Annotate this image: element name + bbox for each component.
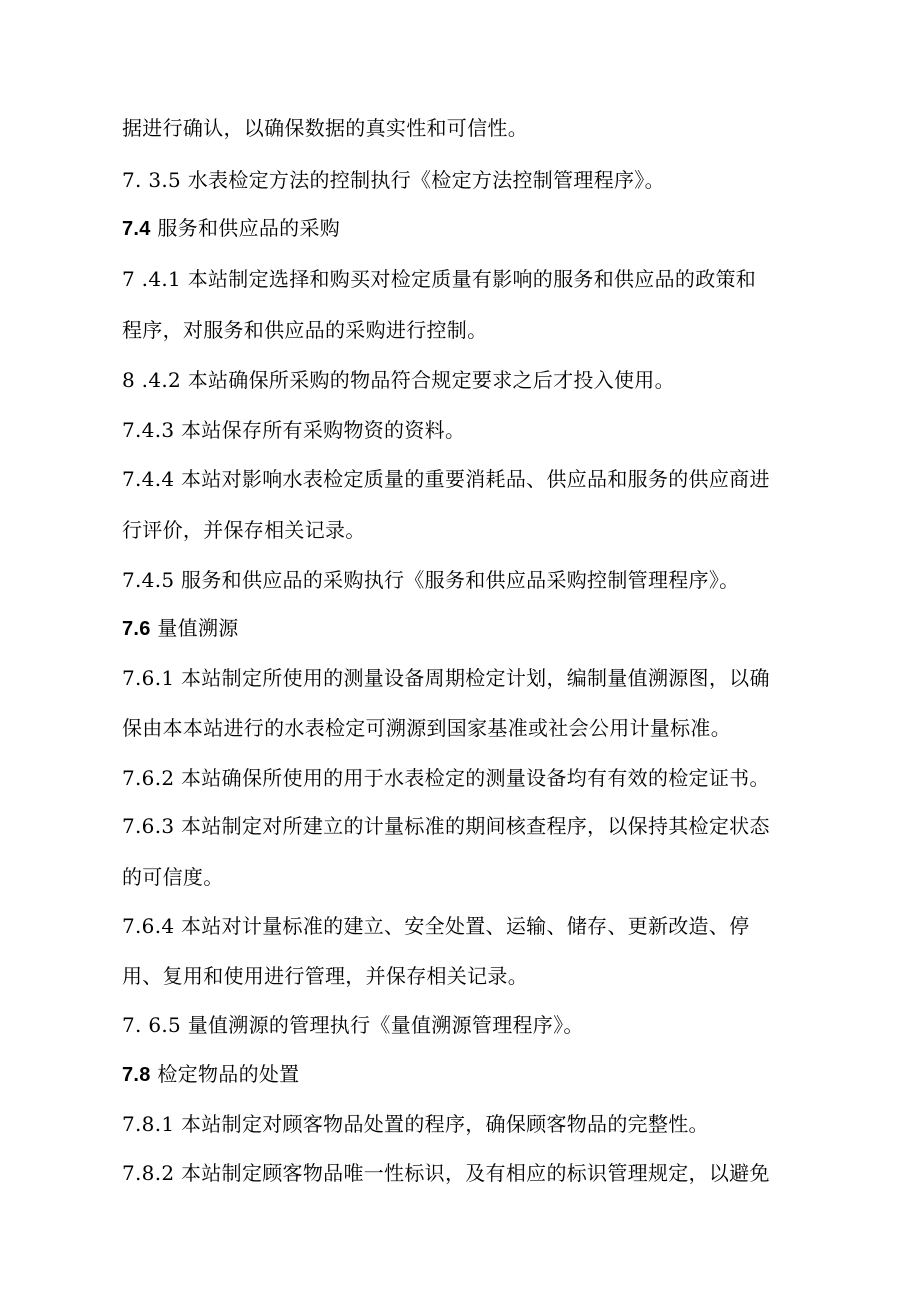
section-title: 量值溯源 bbox=[157, 616, 239, 640]
paragraph-line: 7. 6.5 量值溯源的管理执行《量值溯源管理程序》。 bbox=[122, 1013, 584, 1037]
paragraph-line: 7.6.1 本站制定所使用的测量设备周期检定计划，编制量值溯源图，以确 bbox=[122, 666, 770, 690]
paragraph-line: 7.4.5 服务和供应品的采购执行《服务和供应品采购控制管理程序》。 bbox=[122, 568, 740, 592]
section-number: 7.4 bbox=[122, 218, 151, 240]
section-number: 7.6 bbox=[122, 618, 151, 640]
paragraph-line: 据进行确认，以确保数据的真实性和可信性。 bbox=[122, 116, 528, 140]
section-heading-7-4 bbox=[122, 214, 340, 243]
paragraph-line: 用、复用和使用进行管理，并保存相关记录。 bbox=[122, 964, 528, 988]
paragraph-line: 7.6.3 本站制定对所建立的计量标准的期间核查程序，以保持其检定状态 bbox=[122, 814, 770, 838]
paragraph-line: 行评价，并保存相关记录。 bbox=[122, 518, 366, 542]
section-heading-7-6 bbox=[122, 614, 239, 643]
paragraph-line: 7.6.2 本站确保所使用的用于水表检定的测量设备均有有效的检定证书。 bbox=[122, 766, 770, 790]
paragraph-line: 8 .4.2 本站确保所采购的物品符合规定要求之后才投入使用。 bbox=[122, 368, 675, 392]
paragraph-line: 7.4.3 本站保存所有采购物资的资料。 bbox=[122, 418, 466, 442]
paragraph-line: 7.4.4 本站对影响水表检定质量的重要消耗品、供应品和服务的供应商进 bbox=[122, 467, 770, 491]
paragraph-line: 7.8.2 本站制定顾客物品唯一性标识，及有相应的标识管理规定，以避免 bbox=[122, 1161, 770, 1185]
paragraph-line: 7.8.1 本站制定对顾客物品处置的程序，确保顾客物品的完整性。 bbox=[122, 1112, 709, 1136]
paragraph-line: 7. 3.5 水表检定方法的控制执行《检定方法控制管理程序》。 bbox=[122, 168, 665, 192]
paragraph-line: 的可信度。 bbox=[122, 865, 224, 889]
paragraph-line: 保由本本站进行的水表检定可溯源到国家基准或社会公用计量标准。 bbox=[122, 716, 731, 740]
section-title: 检定物品的处置 bbox=[157, 1062, 300, 1086]
section-title: 服务和供应品的采购 bbox=[157, 216, 341, 240]
paragraph-line: 7.6.4 本站对计量标准的建立、安全处置、运输、储存、更新改造、停 bbox=[122, 914, 750, 938]
paragraph-line: 7 .4.1 本站制定选择和购买对检定质量有影响的服务和供应品的政策和 bbox=[122, 267, 757, 291]
section-number: 7.8 bbox=[122, 1064, 151, 1086]
paragraph-line: 程序，对服务和供应品的采购进行控制。 bbox=[122, 318, 488, 342]
section-heading-7-8 bbox=[122, 1060, 299, 1089]
